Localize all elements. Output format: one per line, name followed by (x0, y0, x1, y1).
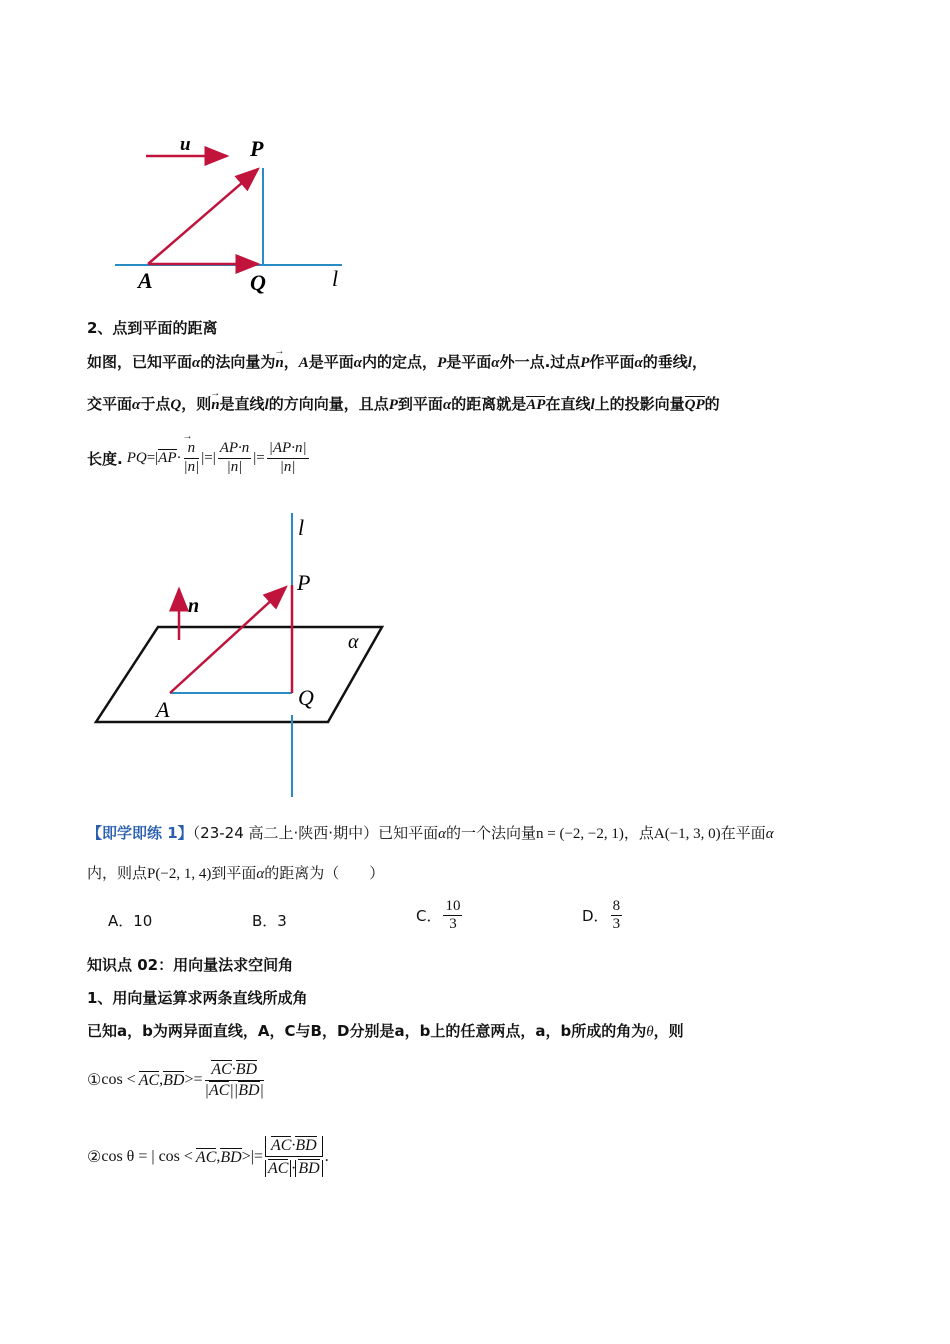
knowledge-heading: 知识点 02：用向量法求空间角 (87, 956, 294, 974)
figure-point-plane (90, 505, 400, 805)
section-heading-point-plane-distance: 2、点到平面的距离 (87, 319, 218, 337)
formula-2: ② cos θ = | cos < AC , BD >|= $\frac{AC\cdot BD}{AC \cdot BD}$ . (87, 1137, 329, 1177)
distance-formula: 长度. PQ =| AP · → $\frac{n}{|n|}$ |=| $\frac{AP\cdot n}{|n|}$ |= $\frac{|AP\cdot n|}{|n|}$ (87, 430, 311, 486)
label-P: P (250, 136, 264, 161)
label-Q: Q (298, 685, 314, 710)
paragraph-line-2: 交平面α于点Q，则→ n是直线l的方向向量，且点P到平面α的距离就是AP在直线l上的投影向量QP的 (87, 393, 720, 414)
exercise-line-2: 内，则点P(−2, 1, 4)到平面α的距离为（ ） (87, 864, 385, 882)
label-A: A (156, 697, 170, 722)
knowledge-subheading: 1、用向量运算求两条直线所成角 (87, 989, 308, 1007)
label-A: A (138, 268, 153, 293)
paragraph-line-1: 如图，已知平面α的法向量为→ n，A是平面α内的定点，P是平面α外一点.过点P作平面α的垂线l， (87, 351, 707, 372)
label-P: P (297, 570, 311, 595)
formula-1: ① cos < AC , BD >= $\frac{AC\cdot BD}{|AC||BD|}$ (87, 1061, 264, 1099)
option-a[interactable]: A．10 (108, 912, 153, 930)
vector-AP (148, 169, 258, 264)
label-u: u (180, 134, 191, 155)
label-alpha: α (348, 631, 359, 653)
option-d[interactable]: D． $\frac{8}{3}$ (582, 898, 621, 933)
knowledge-description: 已知a，b为两异面直线，A，C与B，D分别是a，b上的任意两点，a，b所成的角为θ，则 (87, 1022, 684, 1040)
label-l: l (332, 266, 339, 291)
figure-projection-line (110, 128, 360, 298)
option-b[interactable]: B．3 (252, 912, 287, 930)
plane-alpha (96, 627, 382, 722)
option-c[interactable]: C． $\frac{10}{3}$ (416, 898, 461, 933)
exercise-tag: 【即学即练 1】 (87, 824, 193, 842)
label-l: l (298, 515, 305, 540)
label-Q: Q (250, 270, 266, 295)
label-n: n (188, 595, 200, 617)
exercise-line-1: 【即学即练 1】（23-24 高二上·陕西·期中）已知平面α的一个法向量n = (−2, −2, 1)，点A(−1, 3, 0)在平面α (87, 824, 774, 842)
